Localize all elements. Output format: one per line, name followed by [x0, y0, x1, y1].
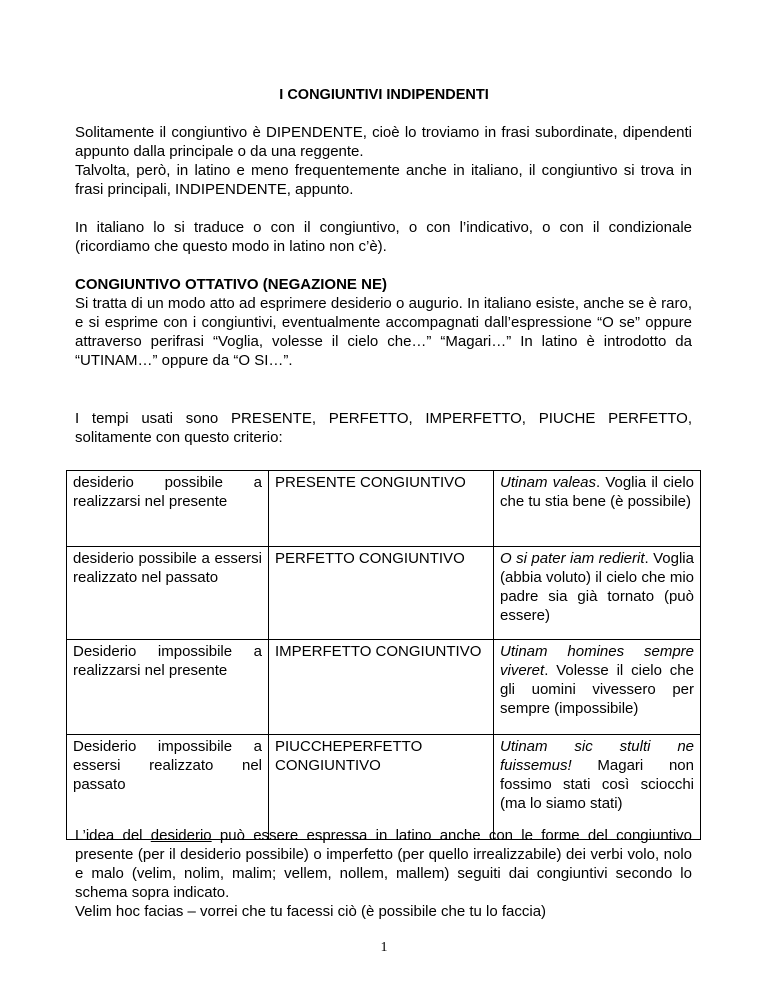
intro-paragraph: [75, 123, 692, 199]
tenses-intro: [75, 409, 692, 447]
table-row: [67, 471, 701, 547]
table-cell-tense: PRESENTE CONGIUNTIVO: [269, 471, 494, 547]
table-row: [67, 640, 701, 735]
latin-example: Utinam homines sempre viveret: [500, 643, 694, 679]
table-row: [67, 547, 701, 640]
closing-example: Velim hoc facias – vorrei che tu facessi ciò (è possibile che tu lo faccia): [75, 903, 547, 920]
closing-part-1: L’idea del: [75, 827, 151, 844]
section-text: Si tratta di un modo atto ad esprimere desiderio o augurio. In italiano esiste, anche se è raro, e si esprime con i congiuntivi, eventualmente accompagnati dall’espressione “O se” oppure attraverso perifrasi “Voglia, volesse il cielo che…” “Magari…” In latino è introdotto da “UTINAM…” oppure da “O SI…”.: [75, 295, 692, 369]
table-cell-tense: PIUCCHEPERFETTO CONGIUNTIVO: [269, 735, 494, 840]
page-number: 1: [380, 940, 388, 955]
table-cell-desc: Desiderio impossibile a realizzarsi nel presente: [67, 640, 269, 735]
table-cell-example: [494, 640, 701, 735]
example-translation: . Voglia il cielo che tu stia bene (è possibile): [500, 474, 694, 510]
table-cell-desc: desiderio possibile a realizzarsi nel presente: [67, 471, 269, 547]
translation-note: [75, 218, 692, 256]
section-heading: CONGIUNTIVO OTTATIVO (NEGAZIONE NE): [75, 276, 387, 293]
closing-underlined-word: desiderio: [150, 827, 212, 844]
closing-part-2: può essere espressa in latino anche con le forme del congiuntivo presente (per il desiderio possibile) o imperfetto (per quello irrealizzabile) dei verbi volo, nolo e malo (velim, nolim, malim; vellem, nollem, mallem) seguiti dai congiuntivi secondo lo schema sopra indicato.: [75, 827, 693, 901]
closing-paragraph: [75, 826, 692, 921]
example-translation: . Voglia (abbia voluto) il cielo che mio padre sia già tornato (può essere): [500, 550, 694, 624]
tenses-intro-text: I tempi usati sono PRESENTE, PERFETTO, IMPERFETTO, PIUCHE PERFETTO, solitamente con questo criterio:: [75, 410, 692, 446]
table-cell-desc: Desiderio impossibile a essersi realizzato nel passato: [67, 735, 269, 840]
intro-line-independent: Talvolta, però, in latino e meno frequentemente anche in italiano, il congiuntivo si trova in frasi principali, INDIPENDENTE, appunto.: [75, 162, 692, 198]
table-cell-tense: PERFETTO CONGIUNTIVO: [269, 547, 494, 640]
translation-note-text: In italiano lo si traduce o con il congiuntivo, o con l’indicativo, o con il condizionale (ricordiamo che questo modo in latino non c’è).: [75, 219, 692, 255]
closing-text: [75, 826, 692, 902]
latin-example: O si pater iam redierit: [500, 550, 645, 567]
table-cell-example: [494, 547, 701, 640]
table-cell-desc: desiderio possibile a essersi realizzato nel passato: [67, 547, 269, 640]
tenses-table: [66, 470, 701, 840]
document-title: I CONGIUNTIVI INDIPENDENTI: [279, 87, 489, 103]
example-translation: . Volesse il cielo che gli uomini vivessero per sempre (impossibile): [500, 662, 694, 717]
latin-example: Utinam valeas: [500, 474, 597, 491]
table-cell-example: [494, 735, 701, 840]
example-translation: Magari non fossimo stati così sciocchi (ma lo siamo stati): [500, 757, 694, 812]
intro-line-dependent: Solitamente il congiuntivo è DIPENDENTE, cioè lo troviamo in frasi subordinate, dipendenti appunto dalla principale o da una reggente.: [75, 124, 692, 160]
latin-example: Utinam sic stulti ne fuissemus!: [500, 738, 694, 774]
ottativo-section: [75, 275, 692, 370]
table-cell-tense: IMPERFETTO CONGIUNTIVO: [269, 640, 494, 735]
table-row: [67, 735, 701, 840]
table-cell-example: [494, 471, 701, 547]
